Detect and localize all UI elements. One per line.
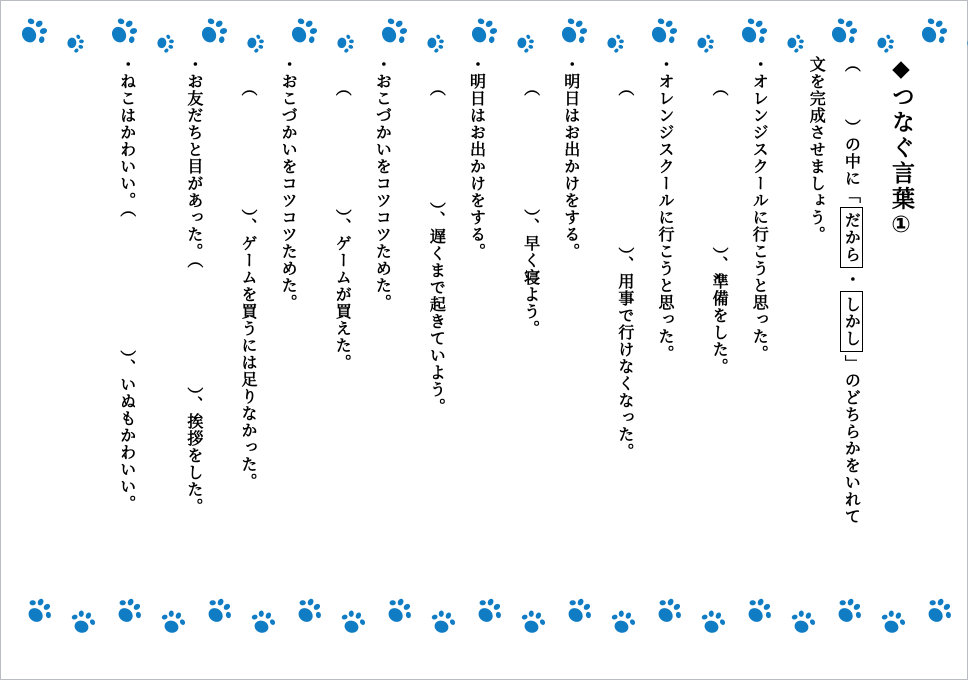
paw-print-pair: [378, 6, 468, 58]
exercise-answer-column: [238, 56, 259, 596]
worksheet-content: [71, 56, 914, 596]
paw-print-icon: [372, 10, 415, 53]
instruction-open-paren: （: [842, 56, 862, 73]
paw-print-pair: [18, 6, 108, 58]
paw-print-icon: [552, 10, 595, 53]
open-paren: （: [238, 80, 258, 97]
paw-print-pair: [204, 592, 294, 644]
paw-print-icon: [425, 604, 460, 639]
paw-print-icon: [603, 31, 627, 55]
paw-print-icon: [875, 604, 910, 639]
close-paren-comma: ）、: [521, 209, 541, 235]
answer-blank: [126, 218, 128, 350]
paw-print-icon: [693, 31, 717, 55]
paw-print-pair: [558, 6, 648, 58]
paw-print-pair: [654, 592, 744, 644]
paw-print-icon: [192, 10, 235, 53]
result-clause: ゲームを買うには足りなかった。: [238, 235, 258, 490]
close-paren-comma: ）、: [710, 247, 730, 273]
paw-print-pair: [288, 6, 378, 58]
answer-blank: [718, 97, 720, 247]
exercise-answer-column: [615, 56, 636, 596]
instruction-line-1: [841, 56, 862, 596]
paw-print-pair: [474, 592, 564, 644]
paw-print-icon: [738, 592, 780, 632]
exercise-sentence: ・オレンジスクールに行こうと思った。: [655, 56, 675, 362]
paw-print-icon: [695, 604, 730, 639]
paw-print-icon: [732, 10, 775, 53]
instruction-blank: [850, 73, 852, 119]
open-paren: （: [615, 80, 635, 97]
paw-print-pair: [738, 6, 828, 58]
paw-print-icon: [642, 10, 685, 53]
paw-print-icon: [785, 604, 820, 639]
close-paren-comma: ）、: [427, 202, 447, 228]
close-paren-comma: ）、: [333, 209, 353, 235]
paw-print-icon: [335, 604, 370, 639]
result-clause: いぬもかわいい。: [117, 376, 137, 512]
paw-print-icon: [155, 604, 190, 639]
paw-print-pair: [924, 592, 968, 644]
paw-print-icon: [515, 604, 550, 639]
exercise-sentence: ・明日はお出かけをする。: [467, 56, 487, 260]
paw-print-pair: [648, 6, 738, 58]
result-clause: 準備をした。: [710, 273, 730, 375]
paw-print-icon: [648, 592, 690, 632]
close-paren-comma: ）、: [238, 209, 258, 235]
paw-print-icon: [963, 31, 968, 55]
paw-print-pair: [834, 592, 924, 644]
paw-print-pair: [114, 592, 204, 644]
paw-print-icon: [282, 10, 325, 53]
answer-blank: [247, 97, 249, 209]
paw-print-icon: [243, 31, 267, 55]
paw-print-icon: [333, 31, 357, 55]
result-clause: 用事で行けなくなった。: [615, 273, 635, 460]
paw-print-icon: [153, 31, 177, 55]
instruction-after-paren: ）の中に「: [842, 119, 862, 204]
paw-print-pair: [198, 6, 288, 58]
paw-print-icon: [102, 10, 145, 53]
open-paren: （: [333, 80, 353, 97]
answer-blank: [341, 97, 343, 209]
paw-print-icon: [65, 604, 100, 639]
result-clause: ゲームが買えた。: [333, 235, 353, 371]
paw-print-icon: [828, 592, 870, 632]
exercise-sentence: ・おこづかいをコツコツためた。: [279, 56, 299, 311]
paw-print-icon: [108, 592, 150, 632]
paw-print-icon: [18, 592, 60, 632]
close-paren-comma: ）、: [117, 350, 137, 376]
exercise-sentence: ・オレンジスクールに行こうと思った。: [750, 56, 770, 362]
choice-word-dakara: だから: [840, 207, 863, 268]
paw-print-pair: [744, 592, 834, 644]
open-paren: （: [710, 80, 730, 97]
paw-print-icon: [63, 31, 87, 55]
paw-print-icon: [605, 604, 640, 639]
open-paren: （: [184, 260, 204, 269]
close-paren-comma: ）、: [615, 247, 635, 273]
exercise-inline-column: [117, 56, 138, 596]
paw-print-icon: [245, 604, 280, 639]
paw-print-icon: [423, 31, 447, 55]
paw-print-border-top: [0, 6, 968, 58]
exercise-sentence: ・明日はお出かけをする。: [561, 56, 581, 260]
close-paren-comma: ）、: [184, 387, 204, 413]
instruction-line-2: 文を完成させましょう。: [807, 56, 827, 243]
paw-print-pair: [108, 6, 198, 58]
paw-print-pair: [468, 6, 558, 58]
result-clause: 挨拶をした。: [184, 413, 204, 515]
exercise-answer-column: [332, 56, 353, 596]
paw-print-icon: [513, 31, 537, 55]
paw-print-icon: [288, 592, 330, 632]
paw-print-icon: [918, 592, 960, 632]
paw-print-pair: [828, 6, 918, 58]
result-clause: 遅くまで起きていよう。: [427, 228, 447, 415]
paw-print-icon: [462, 10, 505, 53]
paw-print-icon: [198, 592, 240, 632]
paw-print-pair: [918, 6, 968, 58]
open-paren: （: [521, 80, 541, 97]
paw-print-pair: [294, 592, 384, 644]
paw-print-icon: [468, 592, 510, 632]
paw-print-icon: [783, 31, 807, 55]
open-paren: （: [427, 80, 447, 97]
paw-print-icon: [378, 592, 420, 632]
answer-blank: [193, 269, 195, 387]
exercise-inline-column: [184, 56, 205, 596]
worksheet-title: ◆つなぐ言葉①: [888, 56, 914, 241]
exercise-sentence: ・お友だちと目があった。: [184, 56, 204, 260]
answer-blank: [435, 97, 437, 202]
result-clause: 早く寝よう。: [521, 235, 541, 337]
choice-word-shikashi: しかし: [840, 291, 863, 352]
choice-separator: ・: [842, 271, 862, 288]
answer-blank: [624, 97, 626, 247]
exercise-sentence: ・ねこはかわいい。: [117, 56, 137, 209]
paw-print-pair: [564, 592, 654, 644]
paw-print-icon: [822, 10, 865, 53]
paw-print-icon: [558, 592, 600, 632]
exercise-sentence: ・おこづかいをコツコツためた。: [373, 56, 393, 311]
exercise-answer-column: [521, 56, 542, 596]
paw-print-icon: [912, 10, 955, 53]
answer-blank: [530, 97, 532, 209]
exercise-answer-column: [426, 56, 447, 596]
paw-print-pair: [24, 592, 114, 644]
exercise-answer-column: [709, 56, 730, 596]
instruction-after-choices: 」のどちらかをいれて: [842, 355, 862, 525]
paw-print-icon: [873, 31, 897, 55]
paw-print-border-bottom: [0, 592, 968, 644]
open-paren: （: [117, 209, 137, 218]
paw-print-icon: [12, 10, 55, 53]
paw-print-pair: [384, 592, 474, 644]
